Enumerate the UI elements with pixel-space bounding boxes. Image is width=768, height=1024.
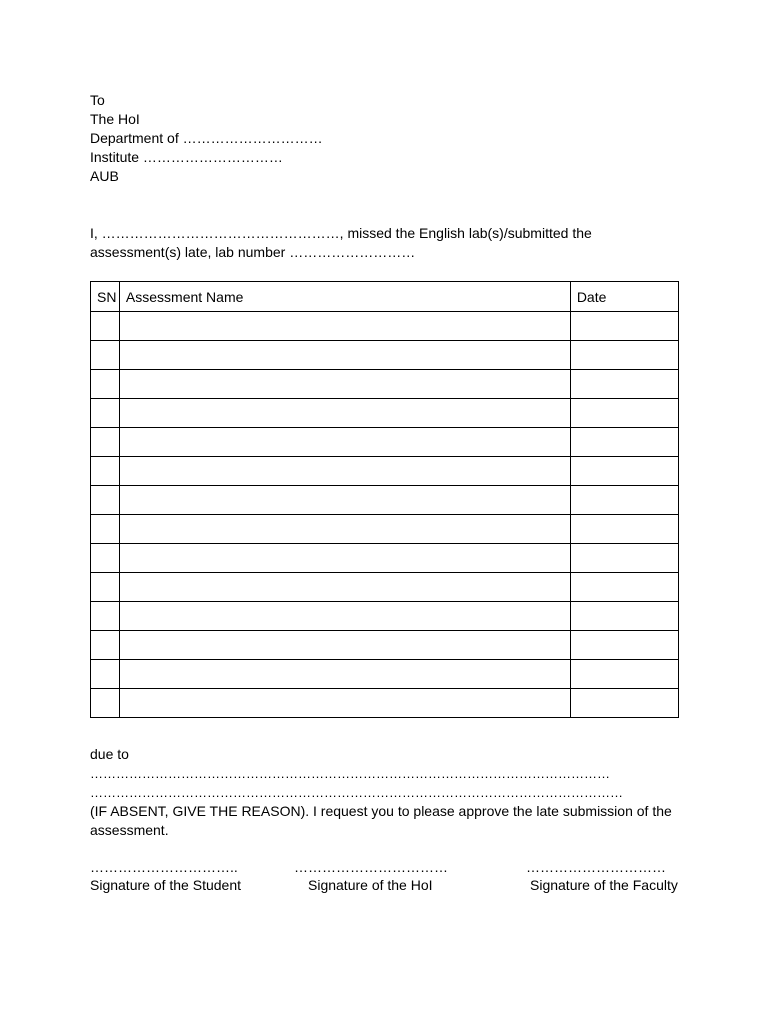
date-cell[interactable] <box>570 515 678 544</box>
date-cell[interactable] <box>570 544 678 573</box>
sn-cell[interactable] <box>91 341 120 370</box>
hoi-signature-field[interactable]: …………………………… <box>294 859 448 875</box>
sn-cell[interactable] <box>91 689 120 718</box>
reason-dots-line-2[interactable]: …………………………………………………………………………………………………………… <box>90 785 623 800</box>
date-cell[interactable] <box>570 312 678 341</box>
sn-cell[interactable] <box>91 544 120 573</box>
student-signature-field[interactable]: ………………………….. <box>90 859 238 875</box>
sn-cell[interactable] <box>91 660 120 689</box>
assessment-name-cell[interactable] <box>119 341 570 370</box>
table-row <box>91 544 679 573</box>
table-header-row <box>91 282 679 312</box>
table-row <box>91 486 679 515</box>
date-cell[interactable] <box>570 631 678 660</box>
sn-cell[interactable] <box>91 428 120 457</box>
sn-cell[interactable] <box>91 457 120 486</box>
recipient-line: The HoI <box>90 111 140 127</box>
reason-dots-line-1[interactable]: ………………………………………………………………………………………………………… <box>90 766 610 781</box>
to-line: To <box>90 92 105 108</box>
assessment-name-cell[interactable] <box>119 312 570 341</box>
hoi-signature-label: Signature of the HoI <box>308 877 433 893</box>
table-row <box>91 631 679 660</box>
org-line: AUB <box>90 168 119 184</box>
sn-cell[interactable] <box>91 370 120 399</box>
institute-line: Institute ………………………… <box>90 149 283 165</box>
table-row <box>91 370 679 399</box>
statement-line-2: assessment(s) late, lab number ……………………… <box>90 244 416 260</box>
assessment-name-cell[interactable] <box>119 660 570 689</box>
table-row <box>91 602 679 631</box>
date-cell[interactable] <box>570 602 678 631</box>
sn-cell[interactable] <box>91 631 120 660</box>
assessment-table <box>90 281 679 718</box>
sn-header: SN <box>91 282 120 312</box>
date-cell[interactable] <box>570 689 678 718</box>
table-row <box>91 573 679 602</box>
assessment-name-cell[interactable] <box>119 544 570 573</box>
assessment-name-cell[interactable] <box>119 573 570 602</box>
assessment-name-cell[interactable] <box>119 486 570 515</box>
table-row <box>91 428 679 457</box>
date-cell[interactable] <box>570 573 678 602</box>
assessment-name-cell[interactable] <box>119 689 570 718</box>
request-line-1: (IF ABSENT, GIVE THE REASON). I request you to please approve the late submission of the <box>90 803 672 819</box>
faculty-signature-field[interactable]: ………………………… <box>526 859 666 875</box>
date-cell[interactable] <box>570 341 678 370</box>
assessment-name-cell[interactable] <box>119 399 570 428</box>
table-row <box>91 515 679 544</box>
statement-line-1: I, ……………………………………………, missed the English lab(s)/submitted the <box>90 225 592 241</box>
table-row <box>91 457 679 486</box>
sn-cell[interactable] <box>91 573 120 602</box>
date-cell[interactable] <box>570 370 678 399</box>
sn-cell[interactable] <box>91 602 120 631</box>
date-cell[interactable] <box>570 457 678 486</box>
table-body <box>91 312 679 718</box>
date-cell[interactable] <box>570 660 678 689</box>
assessment-name-cell[interactable] <box>119 515 570 544</box>
assessment-name-cell[interactable] <box>119 370 570 399</box>
assessment-name-cell[interactable] <box>119 602 570 631</box>
sn-cell[interactable] <box>91 312 120 341</box>
sn-cell[interactable] <box>91 399 120 428</box>
date-header: Date <box>570 282 678 312</box>
request-line-2: assessment. <box>90 822 169 838</box>
assessment-name-cell[interactable] <box>119 428 570 457</box>
date-cell[interactable] <box>570 399 678 428</box>
faculty-signature-label: Signature of the Faculty <box>530 877 678 893</box>
date-cell[interactable] <box>570 486 678 515</box>
student-signature-label: Signature of the Student <box>90 877 241 893</box>
due-to-label: due to <box>90 746 129 762</box>
assessment-name-cell[interactable] <box>119 631 570 660</box>
assessment-name-header: Assessment Name <box>119 282 570 312</box>
table-row <box>91 399 679 428</box>
date-cell[interactable] <box>570 428 678 457</box>
sn-cell[interactable] <box>91 515 120 544</box>
table-row <box>91 312 679 341</box>
table-row <box>91 660 679 689</box>
sn-cell[interactable] <box>91 486 120 515</box>
department-line: Department of ………………………… <box>90 130 323 146</box>
assessment-name-cell[interactable] <box>119 457 570 486</box>
table-row <box>91 689 679 718</box>
table-row <box>91 341 679 370</box>
